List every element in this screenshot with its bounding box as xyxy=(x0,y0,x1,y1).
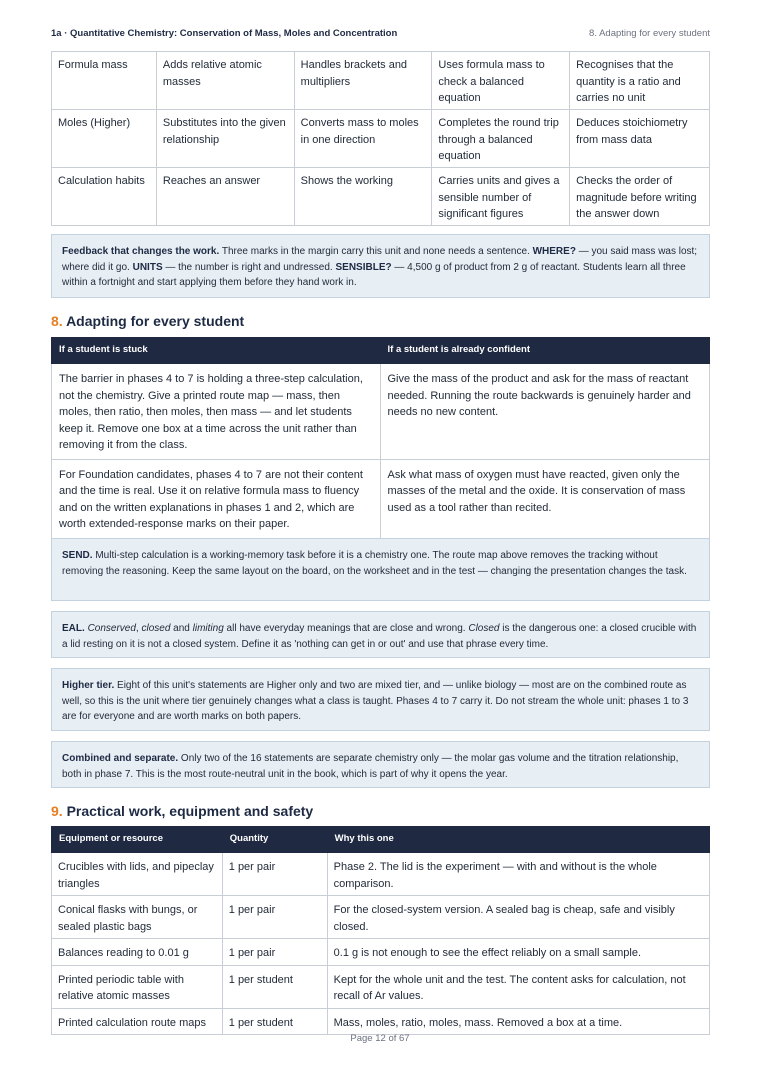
table-cell: 1 per student xyxy=(222,1008,327,1035)
table-cell: Mass, moles, ratio, moles, mass. Removed a box at a time. xyxy=(327,1008,709,1035)
table-cell: Crucibles with lids, and pipeclay triangles xyxy=(52,853,223,896)
page-number: Page 12 of 67 xyxy=(350,1033,410,1044)
table-row xyxy=(52,364,710,460)
table-cell: Uses formula mass to check a balanced equation xyxy=(432,52,570,110)
feedback-callout: Feedback that changes the work. Three marks in the margin carry this unit and none needs a sentence. WHERE? — you said mass was lost; where did it go. UNITS — the number is right and undressed. SENSIBLE? — 4,500 g of product from 2 g of reactant. Students learn all three within a fortnight and start applying them before they hand work in. xyxy=(51,234,710,298)
equipment-table xyxy=(51,826,710,1035)
table-row xyxy=(52,1008,710,1035)
table-row xyxy=(52,853,710,896)
table-cell: Balances reading to 0.01 g xyxy=(52,939,223,966)
table-cell: 1 per student xyxy=(222,965,327,1008)
callout-title: EAL. xyxy=(62,623,85,634)
table-cell: 1 per pair xyxy=(222,853,327,896)
table-cell: Printed calculation route maps xyxy=(52,1008,223,1035)
table-cell: Recognises that the quantity is a ratio and carries no unit xyxy=(570,52,710,110)
running-header xyxy=(51,28,710,44)
table-cell: Shows the working xyxy=(294,168,432,226)
adapting-table xyxy=(51,337,710,539)
table-cell: For Foundation candidates, phases 4 to 7 are not their content and the time is real. Use it on relative formula mass to fluency and on the written explanations in phases 1 and 2, which are worth extended-response marks on their paper. xyxy=(52,459,381,538)
table-cell: 1 per pair xyxy=(222,939,327,966)
table-cell: Checks the order of magnitude before writing the answer down xyxy=(570,168,710,226)
callout-title: Feedback that changes the work. xyxy=(62,246,220,257)
table-row xyxy=(52,965,710,1008)
table-cell: 0.1 g is not enough to see the effect reliably on a small sample. xyxy=(327,939,709,966)
table-cell: Completes the round trip through a balanced equation xyxy=(432,110,570,168)
row-label: Calculation habits xyxy=(52,168,157,226)
section-8-heading: 8. Adapting for every student xyxy=(51,313,245,329)
eal-callout: EAL. Conserved, closed and limiting all have everyday meanings that are close and wrong. Closed is the dangerous one: a closed crucible with a lid resting on it is not a closed system. Define it as 'nothing can get in or out' and use that phrase every time. xyxy=(51,611,710,658)
section-9-heading: 9. Practical work, equipment and safety xyxy=(51,803,314,819)
table-cell: Conical flasks with bungs, or sealed plastic bags xyxy=(52,896,223,939)
table-cell: Give the mass of the product and ask for the mass of reactant needed. Running the route backwards is genuinely harder and needs no new content. xyxy=(380,364,710,460)
table-cell: Handles brackets and multipliers xyxy=(294,52,432,110)
table-cell: Kept for the whole unit and the test. The content asks for calculation, not recall of Ar values. xyxy=(327,965,709,1008)
higher-tier-callout: Higher tier. Eight of this unit's statements are Higher only and two are mixed tier, and — unlike biology — most are on the combined route as well, so this is the unit where tier genuinely changes what a class is taught. Phases 4 to 7 carry it. Do not stream the whole unit: phases 1 to 3 are for everyone and are worth marks on both papers. xyxy=(51,668,710,731)
table-cell: Adds relative atomic masses xyxy=(156,52,294,110)
column-header: If a student is stuck xyxy=(52,338,381,364)
table-cell: Converts mass to moles in one direction xyxy=(294,110,432,168)
table-row xyxy=(52,52,710,110)
progression-table xyxy=(51,51,710,226)
column-header: Quantity xyxy=(222,827,327,853)
unit-title: 1a · Quantitative Chemistry: Conservation of Mass, Moles and Concentration xyxy=(51,28,398,39)
table-row xyxy=(52,896,710,939)
table-row xyxy=(52,459,710,538)
table-row xyxy=(52,939,710,966)
row-label: Formula mass xyxy=(52,52,157,110)
table-cell: Carries units and gives a sensible number of significant figures xyxy=(432,168,570,226)
table-cell: Phase 2. The lid is the experiment — with and without is the whole comparison. xyxy=(327,853,709,896)
send-callout: SEND. Multi-step calculation is a working-memory task before it is a chemistry one. The route map above removes the tracking without removing the reasoning. Keep the same layout on the board, on the worksheet and in the test — changing the presentation changes the task. xyxy=(51,538,710,601)
column-header: If a student is already confident xyxy=(380,338,710,364)
callout-title: Combined and separate. xyxy=(62,753,179,764)
table-cell: The barrier in phases 4 to 7 is holding a three-step calculation, not the chemistry. Give a printed route map — mass, then moles, then ratio, then moles, then mass — and let students keep it. Remove one box at a time across the unit rather than removing it from the class. xyxy=(52,364,381,460)
callout-title: Higher tier. xyxy=(62,680,115,691)
combined-separate-callout: Combined and separate. Only two of the 16 statements are separate chemistry only — the molar gas volume and the titration relationship, both in phase 7. This is the most route-neutral unit in the book, which is part of why it opens the year. xyxy=(51,741,710,788)
table-cell: Ask what mass of oxygen must have reacted, given only the masses of the metal and the oxide. It is conservation of mass used as a tool rather than recited. xyxy=(380,459,710,538)
callout-title: SEND. xyxy=(62,550,93,561)
table-cell: 1 per pair xyxy=(222,896,327,939)
table-cell: Reaches an answer xyxy=(156,168,294,226)
table-cell: Substitutes into the given relationship xyxy=(156,110,294,168)
table-cell: For the closed-system version. A sealed bag is cheap, safe and visibly closed. xyxy=(327,896,709,939)
table-cell: Deduces stoichiometry from mass data xyxy=(570,110,710,168)
section-title: 8. Adapting for every student xyxy=(589,28,710,39)
table-row xyxy=(52,168,710,226)
table-row xyxy=(52,110,710,168)
column-header: Why this one xyxy=(327,827,709,853)
column-header: Equipment or resource xyxy=(52,827,223,853)
row-label: Moles (Higher) xyxy=(52,110,157,168)
table-cell: Printed periodic table with relative atomic masses xyxy=(52,965,223,1008)
